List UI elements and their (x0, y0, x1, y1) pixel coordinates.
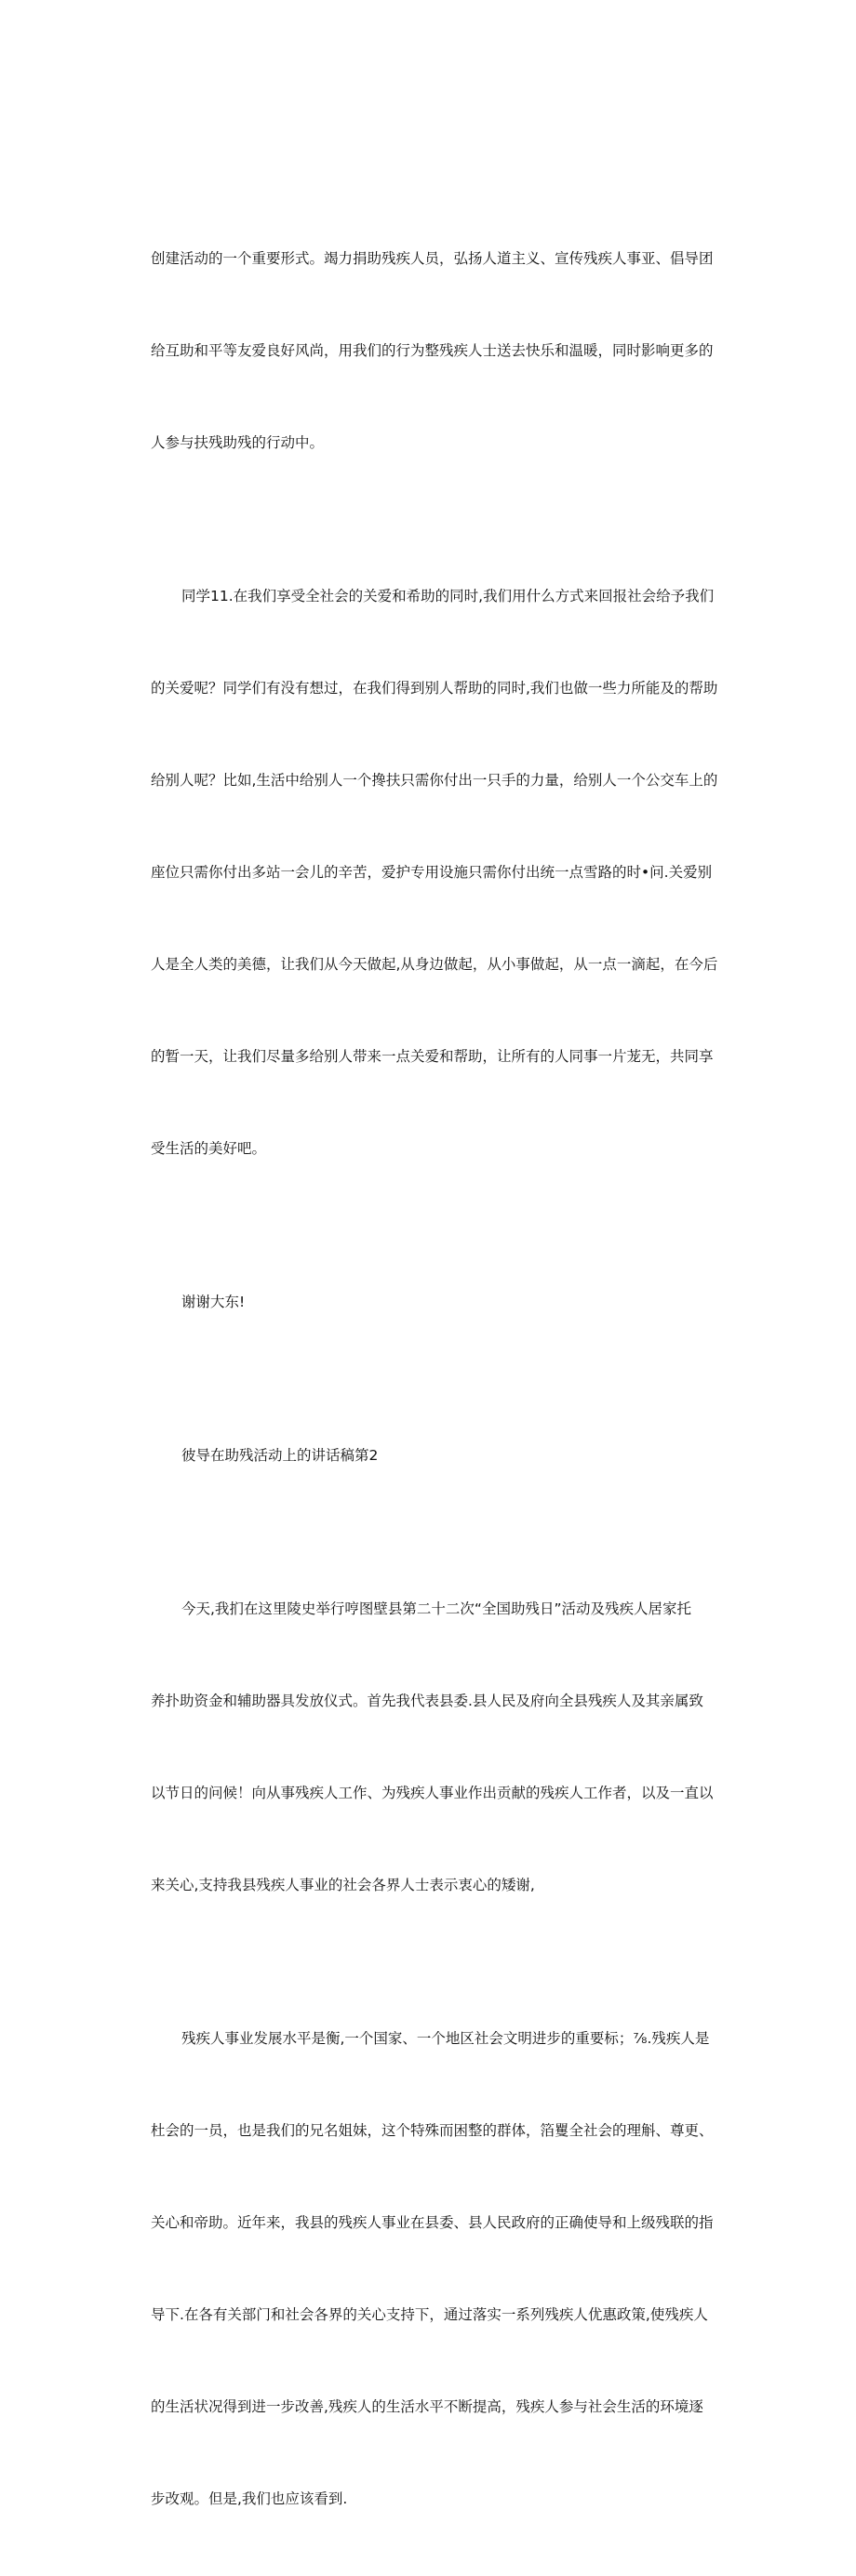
text-line: 的生活状况得到进一步改善,残疾人的生活水平不断提高，残疾人参与社会生活的环境逐 (151, 2398, 703, 2415)
text-line: 创建活动的一个重要形式。竭力捐助残疾人员，弘扬人道主义、宣传残疾人事亚、倡导团 (151, 250, 714, 267)
document-body (151, 182, 718, 2576)
text-line: 人参与扶残助残的行动中。 (151, 434, 325, 451)
text-line: 给别人呢？比如,生活中给别人一个搀扶只需你付出一只手的力量，给别人一个公交车上的 (151, 772, 718, 789)
text-line: 彼导在助残活动上的讲话稿第2 (181, 1447, 379, 1464)
text-line: 残疾人事业发展水平是衡,一个国家、一个地区社会文明进步的重要标；⅞.残疾人是 (181, 2030, 710, 2047)
text-line: 关心和帝助。近年来，我县的残疾人事业在县委、县人民政府的正确使导和上级残联的指 (151, 2214, 714, 2231)
text-line: 步改观。但是,我们也应该看到. (151, 2490, 348, 2507)
paragraph-6 (151, 1962, 718, 2576)
paragraph-5 (151, 1533, 718, 1962)
closing-thanks (151, 1226, 718, 1379)
paragraph-1 (151, 182, 718, 520)
text-line: 的关爱呢？同学们有没有想过，在我们得到别人帮助的同时,我们也做一些力所能及的帮助 (151, 680, 718, 697)
paragraph-2 (151, 520, 718, 1226)
text-line: 谢谢大东! (181, 1294, 246, 1310)
text-line: 以节日的问候！向从事残疾人工作、为残疾人事业作出贡献的残疾人工作者，以及一直以 (151, 1785, 714, 1801)
section-heading (151, 1379, 718, 1533)
text-line: 座位只需你付出多站一会儿的辛苦，爱护专用设施只需你付出统一点雪路的时•问.关爱别 (151, 864, 713, 881)
text-line: 同学11.在我们享受全社会的关爱和希助的同时,我们用什么方式来回报社会给予我们 (181, 588, 715, 604)
text-line: 给互助和平等友爱良好风尚，用我们的行为整残疾人士送去快乐和温暖，同时影响更多的 (151, 342, 714, 359)
text-line: 养扑助资金和辅助器具发放仪式。首先我代表县委.县人民及府向全县残疾人及其亲属致 (151, 1693, 703, 1709)
text-line: 导下.在各有关部门和社会各界的关心支持下，通过落实一系列残疾人优惠政策,使残疾人 (151, 2306, 708, 2323)
text-line: 今天,我扪在这里陵史举行哼图壁县第二十二次“全国助残日”活动及残疾人居家托 (181, 1600, 691, 1617)
text-line: 人是全人类的美德，让我们从今天做起,从身边做起，从小事做起，从一点一滴起，在今后 (151, 956, 718, 973)
text-line: 的暂一天，让我们尽量多给别人带来一点关爱和帮助，让所有的人同事一片茏无，共同享 (151, 1048, 714, 1065)
text-line: 受生活的美好吧。 (151, 1140, 267, 1157)
text-line: 杜会的一员，也是我们的兄名姐妹，这个特殊而困整的群体，箔矍全社会的理斛、尊更、 (151, 2122, 714, 2139)
text-line: 来关心,支持我县残疾人事业的社会各界人士表示衷心的矮谢, (151, 1877, 535, 1893)
